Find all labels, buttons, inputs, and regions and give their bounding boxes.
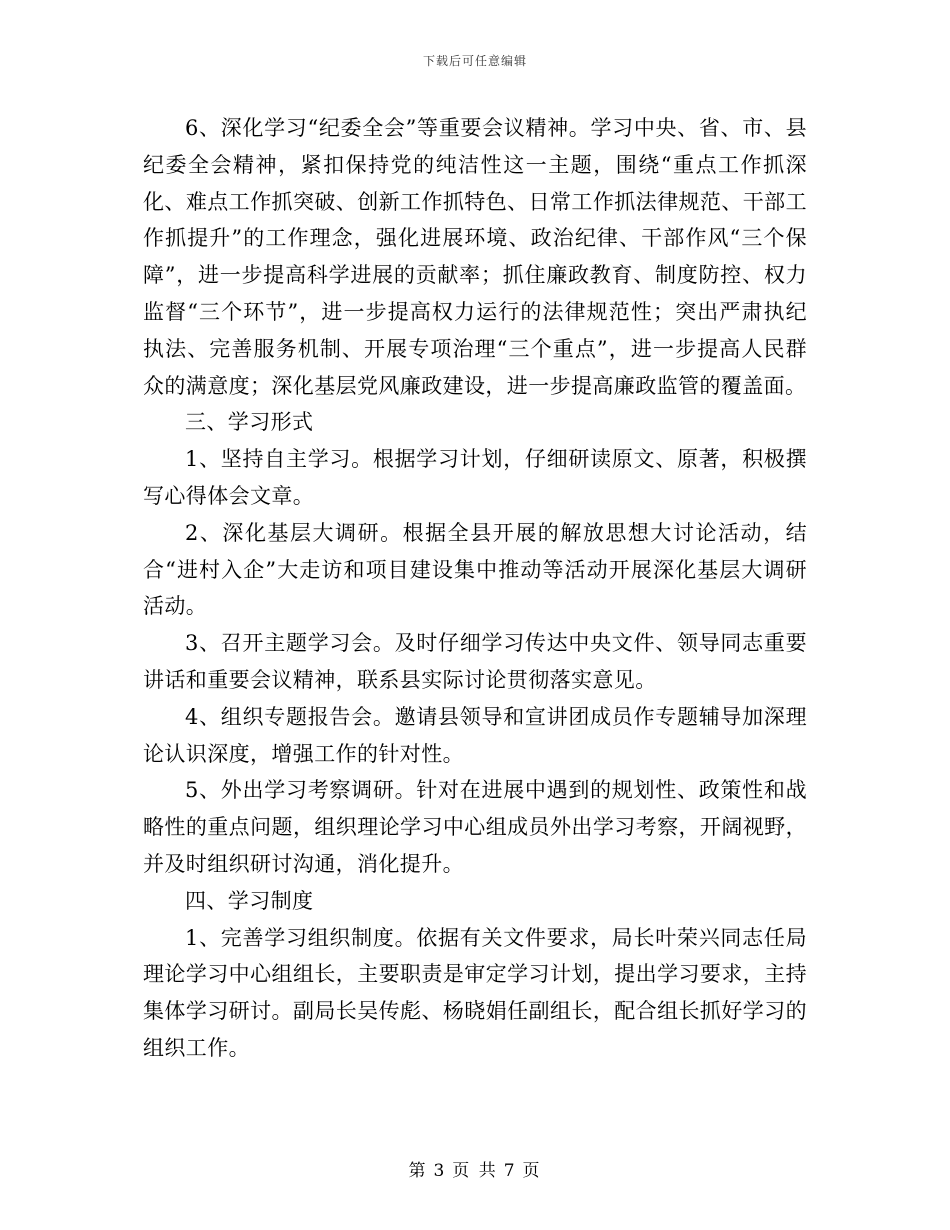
page-footer [0,1156,950,1181]
paragraph-self-study: 1、坚持自主学习。根据学习计划，仔细研读原文、原著，积极撰写心得体会文章。 [143,447,807,508]
footer-prefix: 第 [408,1161,428,1181]
paragraph-organization-system: 1、完善学习组织制度。依据有关文件要求，局长叶荣兴同志任局理论学习中心组组长，主要职责是审定学习计划，提出学习要求，主持集体学习研讨。副局长吴传彪、杨晓娟任副组长，配合组长抓好学习的组织工作。 [143,925,807,1060]
paragraph-special-report: 4、组织专题报告会。邀请县领导和宣讲团成员作专题辅导加深理论认识深度，增强工作的针对性。 [143,704,807,766]
footer-suffix: 页 [522,1161,542,1181]
footer-page-number: 3 [433,1161,447,1181]
footer-total-pages: 7 [503,1161,517,1181]
paragraph-theme-meeting: 3、召开主题学习会。及时仔细学习传达中央文件、领导同志重要讲话和重要会议精神，联系县实际讨论贯彻落实意见。 [143,631,807,692]
paragraph-grassroots-research: 2、深化基层大调研。根据全县开展的解放思想大讨论活动，结合“进村入企”大走访和项目建设集中推动等活动开展深化基层大调研活动。 [143,520,807,619]
page-header: 下载后可任意编辑 [422,54,527,68]
document-body [143,110,807,1067]
footer-middle: 页 共 [452,1161,498,1181]
section-heading-study-system: 四、学习制度 [185,888,314,913]
section-heading-study-forms: 三、学习形式 [185,410,314,435]
paragraph-external-study: 5、外出学习考察调研。针对在进展中遇到的规划性、政策性和战略性的重点问题，组织理论学习中心组成员外出学习考察，开阔视野，并及时组织研讨沟通，消化提升。 [143,778,807,876]
paragraph-item-6-meeting-spirit: 6、深化学习“纪委全会”等重要会议精神。学习中央、省、市、县纪委全会精神，紧扣保持党的纯洁性这一主题，围绕“重点工作抓深化、难点工作抓突破、创新工作抓特色、日常工作抓法律规范、干部工作抓提升”的工作理念，强化进展环境、政治纪律、干部作风“三个保障”，进一步提高科学进展的贡献率；抓住廉政教育、制度防控、权力监督“三个环节”，进一步提高权力运行的法律规范性；突出严肃执纪执法、完善服务机制、开展专项治理“三个重点”，进一步提高人民群众的满意度；深化基层党风廉政建设，进一步提高廉政监管的覆盖面。 [143,116,807,398]
